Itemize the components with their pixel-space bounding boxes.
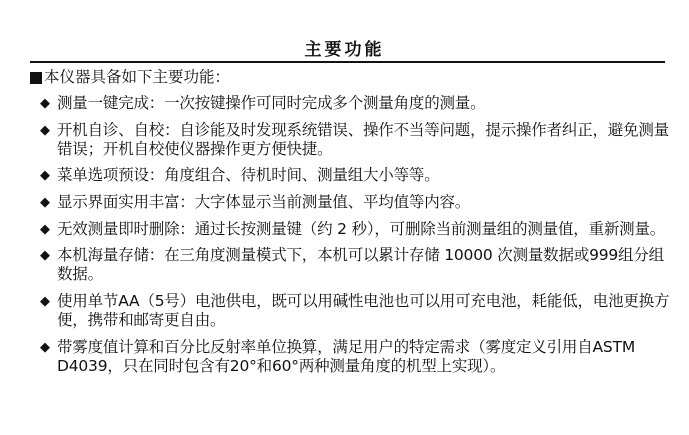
intro-text: 本仪器具备如下主要功能：	[44, 68, 231, 86]
page-title: 主要功能	[304, 40, 385, 60]
feature-item	[40, 220, 672, 239]
feature-text: 菜单选项预设：角度组合、待机时间、测量组大小等等。	[57, 166, 440, 185]
feature-item	[40, 292, 672, 330]
title-divider	[30, 61, 665, 63]
diamond-bullet-icon: ◆	[40, 221, 50, 237]
feature-text: 带雾度值计算和百分比反射率单位换算，满足用户的特定需求（雾度定义引用自ASTM D4039，只在同时包含有20°和60°两种测量角度的机型上实现）。	[57, 337, 635, 375]
feature-text: 无效测量即时删除：通过长按测量键（约 2 秒），可删除当前测量组的测量值，重新测量。	[57, 219, 666, 238]
feature-text: 本机海量存储：在三角度测量模式下，本机可以累计存储 10000 次测量数据或999组分组数据。	[57, 246, 664, 284]
diamond-bullet-icon: ◆	[40, 122, 50, 138]
intro-line	[30, 68, 670, 87]
feature-text: 测量一键完成：一次按键操作可同时完成多个测量角度的测量。	[57, 94, 486, 112]
diamond-bullet-icon: ◆	[40, 168, 50, 184]
feature-item	[40, 121, 672, 159]
diamond-bullet-icon: ◆	[40, 248, 50, 264]
diamond-bullet-icon: ◆	[40, 194, 50, 210]
diamond-bullet-icon: ◆	[40, 339, 50, 355]
feature-item	[40, 246, 672, 284]
feature-item	[40, 166, 672, 185]
feature-text: 使用单节AA（5号）电池供电，既可以用碱性电池也可以用可充电池，耗能低，电池更换方便，携带和邮寄更自由。	[57, 291, 670, 330]
feature-item	[40, 338, 672, 376]
square-bullet-icon	[30, 72, 42, 84]
diamond-bullet-icon: ◆	[40, 96, 50, 111]
feature-text: 显示界面实用丰富：大字体显示当前测量值、平均值等内容。	[57, 192, 471, 211]
diamond-bullet-icon: ◆	[40, 293, 50, 309]
feature-item	[40, 94, 672, 113]
feature-list	[40, 94, 672, 384]
feature-text: 开机自诊、自校：自诊能及时发现系统错误、操作不当等问题，提示操作者纠正，避免测量错误；开机自校使仪器操作更方便快捷。	[57, 120, 670, 158]
feature-item	[40, 193, 672, 212]
